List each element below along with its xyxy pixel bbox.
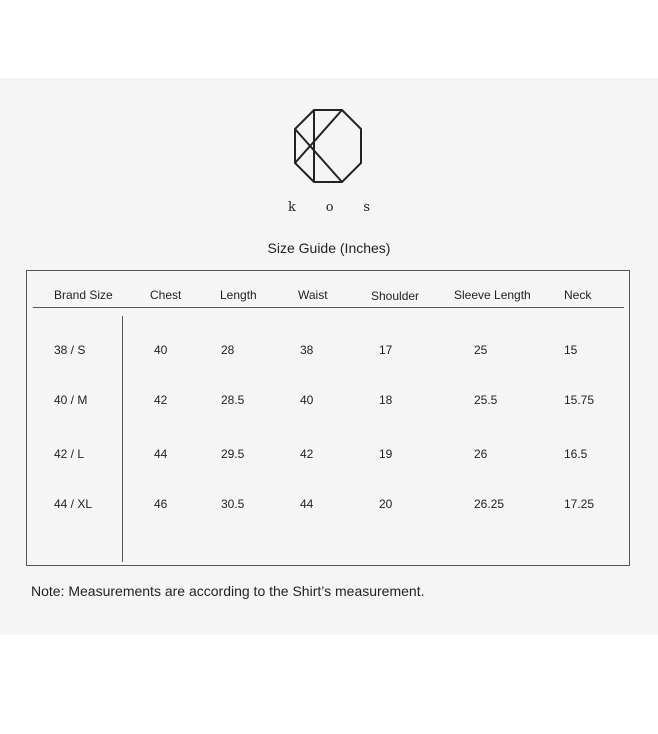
- table-cell: 28.5: [221, 393, 245, 407]
- table-cell: 42: [154, 393, 168, 407]
- table-cell: 38 / S: [54, 343, 86, 357]
- table-cell: 44: [300, 497, 314, 511]
- brand-wordmark: [288, 200, 370, 218]
- octagon-k-logo-icon: [293, 108, 363, 184]
- table-cell: 44 / XL: [54, 497, 93, 511]
- table-cell: 44: [154, 447, 168, 461]
- table-cell: 20: [379, 497, 393, 511]
- table-cell: 25.5: [474, 393, 498, 407]
- table-cell: 19: [379, 447, 393, 461]
- table-cell: 29.5: [221, 447, 245, 461]
- header-waist: Waist: [298, 288, 328, 302]
- table-cell: 15.75: [564, 393, 595, 407]
- table-cell: 26.25: [474, 497, 505, 511]
- table-cell: 18: [379, 393, 393, 407]
- header-divider: [33, 307, 624, 308]
- table-cell: 17.25: [564, 497, 595, 511]
- wordmark-letter: s: [363, 200, 370, 215]
- header-length: Length: [220, 288, 257, 302]
- table-cell: 42 / L: [54, 447, 85, 461]
- table-cell: 46: [154, 497, 168, 511]
- table-cell: 28: [221, 343, 235, 357]
- table-cell: 38: [300, 343, 314, 357]
- header-sleeve-length: Sleeve Length: [454, 288, 531, 302]
- table-cell: 25: [474, 343, 488, 357]
- page-title: Size Guide (Inches): [267, 240, 391, 256]
- header-chest: Chest: [150, 288, 182, 302]
- table-cell: 40: [154, 343, 168, 357]
- column-divider: [122, 316, 123, 562]
- header-shoulder: Shoulder: [371, 289, 420, 303]
- wordmark-letter: o: [325, 200, 334, 215]
- footnote: Note: Measurements are according to the Shirt’s measurement.: [31, 583, 425, 599]
- header-brand-size: Brand Size: [54, 288, 113, 302]
- table-cell: 16.5: [564, 447, 588, 461]
- table-cell: 15: [564, 343, 578, 357]
- table-cell: 40: [300, 393, 314, 407]
- wordmark-letter: k: [288, 200, 296, 215]
- table-cell: 17: [379, 343, 393, 357]
- table-cell: 30.5: [221, 497, 245, 511]
- table-cell: 40 / M: [54, 393, 88, 407]
- table-cell: 42: [300, 447, 314, 461]
- size-table: [26, 270, 630, 566]
- table-cell: 26: [474, 447, 488, 461]
- header-neck: Neck: [564, 288, 592, 302]
